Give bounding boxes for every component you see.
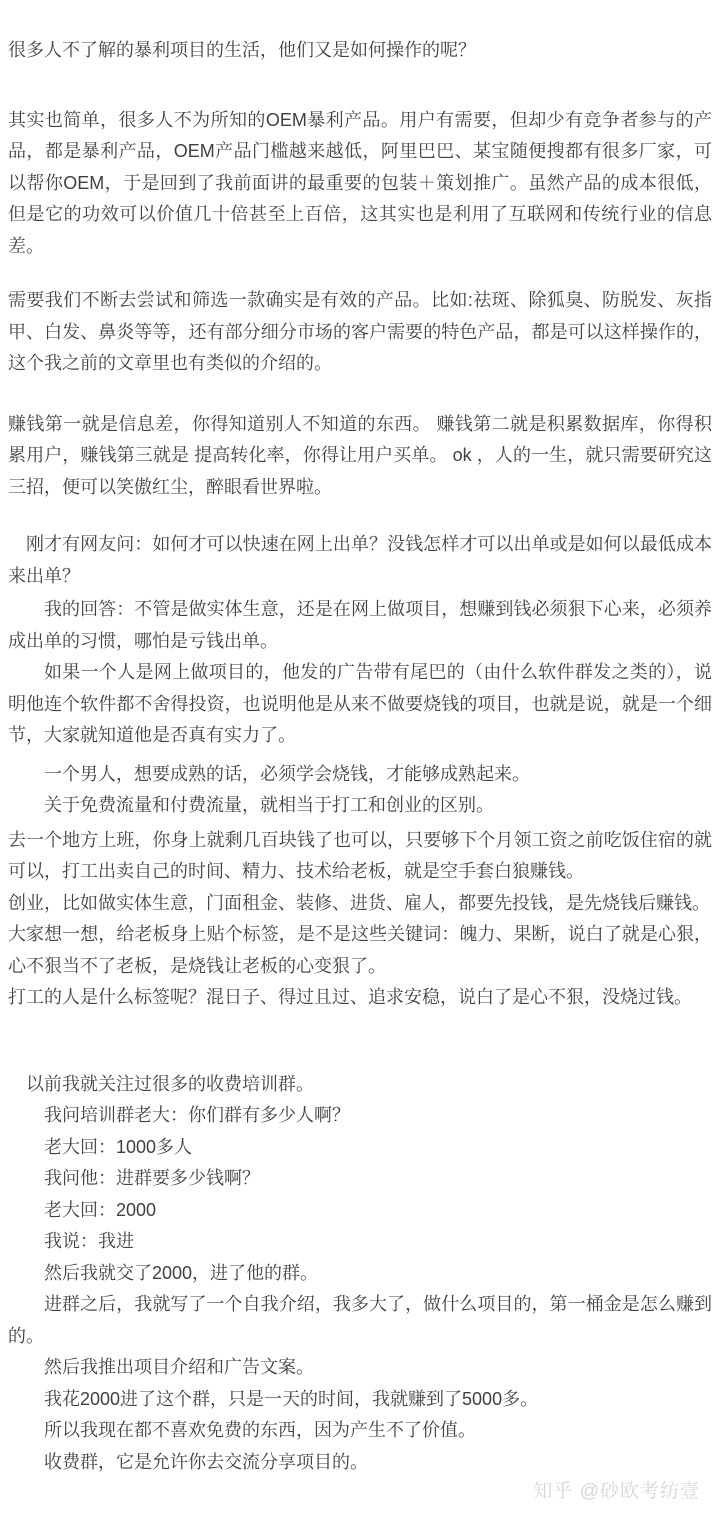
article-paragraph: 我说：我进 <box>44 1231 134 1251</box>
article-paragraph: 我问他：进群要多少钱啊？ <box>44 1168 260 1188</box>
article-paragraph: 老大回：2000 <box>44 1199 157 1220</box>
article-paragraph: 老大回：1000多人 <box>44 1136 193 1157</box>
article-paragraph: 收费群，它是允许你去交流分享项目的。 <box>44 1451 368 1472</box>
article-paragraph: 我问培训群老大：你们群有多少人啊？ <box>44 1105 350 1125</box>
article-paragraph: 赚钱第一就是信息差，你得知道别人不知道的东西。 赚钱第二就是积累数据库，你得积累用户，赚钱第三就是 提高转化率，你得让用户买单。 ok ，人的一生，就只需要研究这三招，便可以笑傲红尘，醉眼看世界啦。 <box>8 413 712 497</box>
article-paragraph: 关于免费流量和付费流量，就相当于打工和创业的区别。 <box>44 795 494 815</box>
article-paragraph: 进群之后，我就写了一个自我介绍，我多大了，做什么项目的，第一桶金是怎么赚到的。 <box>8 1294 712 1346</box>
article-paragraph: 需要我们不断去尝试和筛选一款确实是有效的产品。比如:祛斑、除狐臭、防脱发、灰指甲、白发、鼻炎等等，还有部分细分市场的客户需要的特色产品，都是可以这样操作的，这个我之前的文章里也有类似的介绍的。 <box>8 290 712 373</box>
article-paragraph: 以前我就关注过很多的收费培训群。 <box>26 1073 314 1094</box>
article-paragraph: 去一个地方上班，你身上就剩几百块钱了也可以，只要够下个月领工资之前吃饭住宿的就可以，打工出卖自己的时间、精力、技术给老板，就是空手套白狼赚钱。 <box>8 829 712 881</box>
article-paragraph: 如果一个人是网上做项目的，他发的广告带有尾巴的（由什么软件群发之类的），说明他连个软件都不舍得投资，也说明他是从来不做要烧钱的项目，也就是说，就是一个细节，大家就知道他是否真有实力了。 <box>8 662 712 745</box>
article-paragraph: 创业，比如做实体生意，门面租金、装修、进货、雇人，都要先投钱，是先烧钱后赚钱。 <box>8 892 710 913</box>
article-paragraph: 很多人不了解的暴利项目的生活，他们又是如何操作的呢？ <box>8 40 476 60</box>
article-paragraph: 我花2000进了这个群，只是一天的时间，我就赚到了5000多。 <box>44 1388 539 1409</box>
article-paragraph: 然后我就交了2000，进了他的群。 <box>44 1262 319 1283</box>
article-paragraph: 打工的人是什么标签呢？混日子、得过且过、追求安稳，说白了是心不狠，没烧过钱。 <box>8 987 692 1007</box>
article-paragraph: 然后我推出项目介绍和广告文案。 <box>44 1357 314 1377</box>
article-paragraph: 所以我现在都不喜欢免费的东西，因为产生不了价值。 <box>44 1420 476 1440</box>
article-paragraph: 一个男人，想要成熟的话，必须学会烧钱，才能够成熟起来。 <box>44 763 530 784</box>
article-paragraph: 我的回答：不管是做实体生意，还是在网上做项目，想赚到钱必须狠下心来，必须养成出单的习惯，哪怕是亏钱出单。 <box>8 599 712 651</box>
article-paragraph: 其实也简单，很多人不为所知的OEM暴利产品。用户有需要，但却少有竞争者参与的产品，都是暴利产品，OEM产品门槛越来越低，阿里巴巴、某宝随便搜都有很多厂家，可以帮你OEM，于是回到了我前面讲的最重要的包装＋策划推广。虽然产品的成本很低，但是它的功效可以价值几十倍甚至上百倍，这其实也是利用了互联网和传统行业的信息差。 <box>8 109 712 256</box>
zhihu-watermark: 知乎 @砂欧考纺壹 <box>533 1481 700 1502</box>
article-paragraph: 刚才有网友问：如何才可以快速在网上出单？没钱怎样才可以出单或是如何以最低成本来出单？ <box>8 534 712 586</box>
article-paragraph: 大家想一想，给老板身上贴个标签，是不是这些关键词：魄力、果断，说白了就是心狠，心不狠当不了老板，是烧钱让老板的心变狠了。 <box>8 924 712 976</box>
